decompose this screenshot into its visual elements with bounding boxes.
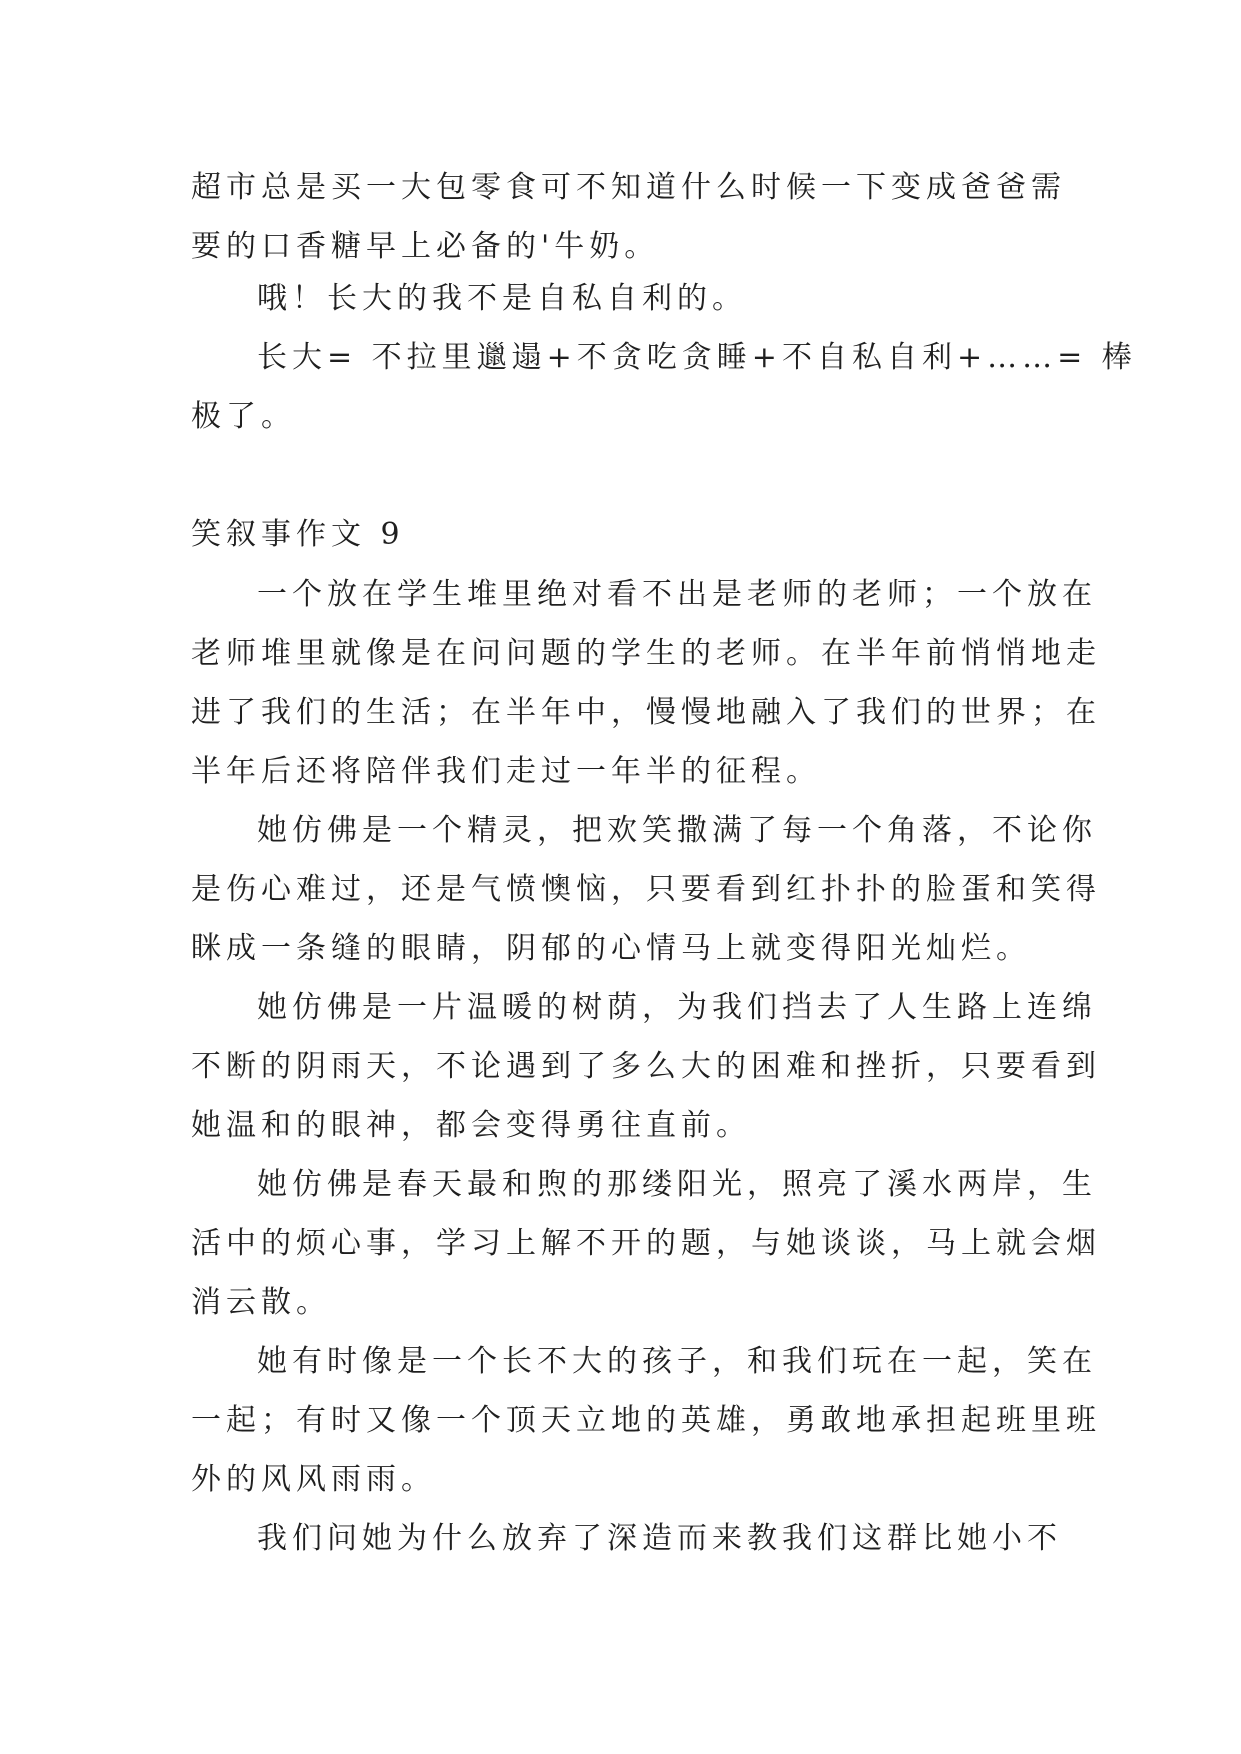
text-line: 哦！长大的我不是自私自利的。 (257, 281, 747, 316)
text-line: 外的风风雨雨。 (191, 1462, 436, 1497)
paragraph-shade (191, 978, 1101, 1155)
text-line: 是伤心难过，还是气愤懊恼，只要看到红扑扑的脸蛋和笑得 (191, 872, 1101, 907)
paragraph-child (191, 1332, 1101, 1509)
paragraph-continuation (191, 158, 1066, 276)
text-line: 我们问她为什么放弃了深造而来教我们这群比她小不 (257, 1521, 1062, 1556)
text-line: 她温和的眼神，都会变得勇往直前。 (191, 1108, 751, 1143)
paragraph-teacher (191, 565, 1101, 801)
paragraph-sunshine (191, 1155, 1101, 1332)
text-line: 长大= 不拉里邋遢+不贪吃贪睡+不自私自利+……= 棒 (257, 340, 1137, 375)
text-line: 消云散。 (191, 1285, 331, 1320)
text-line: 一个放在学生堆里绝对看不出是老师的老师；一个放在 (257, 577, 1097, 612)
text-line: 她仿佛是一个精灵，把欢笑撒满了每一个角落，不论你 (257, 813, 1097, 848)
paragraph-elf (191, 801, 1101, 978)
text-line: 老师堆里就像是在问问题的学生的老师。在半年前悄悄地走 (191, 636, 1101, 671)
text-line: 她仿佛是春天最和煦的那缕阳光，照亮了溪水两岸，生 (257, 1167, 1097, 1202)
section-heading (191, 505, 1051, 564)
paragraph-oh (191, 269, 1051, 328)
text-line: 她仿佛是一片温暖的树荫，为我们挡去了人生路上连绵 (257, 990, 1097, 1025)
paragraph-question (191, 1509, 1062, 1568)
text-line: 活中的烦心事，学习上解不开的题，与她谈谈，马上就会烟 (191, 1226, 1101, 1261)
text-line: 半年后还将陪伴我们走过一年半的征程。 (191, 754, 821, 789)
text-line: 要的口香糖早上必备的'牛奶。 (191, 229, 660, 264)
heading-text: 笑叙事作文 9 (191, 517, 405, 552)
paragraph-equation (191, 328, 1137, 446)
text-line: 超市总是买一大包零食可不知道什么时候一下变成爸爸需 (191, 170, 1066, 205)
text-line: 一起；有时又像一个顶天立地的英雄，勇敢地承担起班里班 (191, 1403, 1101, 1438)
text-line: 她有时像是一个长不大的孩子，和我们玩在一起，笑在 (257, 1344, 1097, 1379)
text-line: 进了我们的生活；在半年中，慢慢地融入了我们的世界；在 (191, 695, 1101, 730)
text-line: 极了。 (191, 399, 296, 434)
text-line: 眯成一条缝的眼睛，阴郁的心情马上就变得阳光灿烂。 (191, 931, 1031, 966)
text-line: 不断的阴雨天，不论遇到了多么大的困难和挫折，只要看到 (191, 1049, 1101, 1084)
